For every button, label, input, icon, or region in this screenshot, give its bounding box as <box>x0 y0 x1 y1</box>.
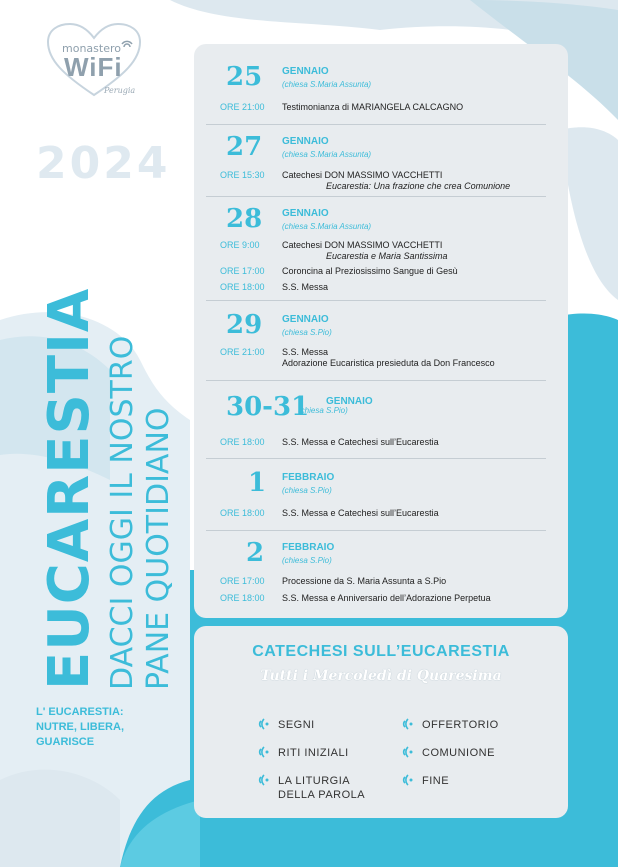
event-time: ORE 18:00 <box>220 593 265 603</box>
event-time: ORE 15:30 <box>220 170 265 180</box>
signal-waves-icon <box>400 717 414 731</box>
day-month: GENNAIO <box>326 396 373 407</box>
event-text: S.S. Messa e Catechesi sull’Eucarestia <box>282 508 439 518</box>
event-text: S.S. Messa e Anniversario dell’Adorazione Perpetua <box>282 593 491 603</box>
day-place: (chiesa S.Maria Assunta) <box>282 150 372 159</box>
day-month: GENNAIO <box>282 66 329 77</box>
divider <box>206 124 546 125</box>
day-number: 28 <box>226 204 263 234</box>
event-text: Coroncina al Preziosissimo Sangue di Gesù <box>282 266 458 276</box>
subtitle-line-2: PANE QUOTIDIANO <box>141 407 176 690</box>
motto: L' EUCARESTIA: NUTRE, LIBERA, GUARISCE <box>36 706 124 748</box>
logo-main-text: WiFi <box>64 52 123 82</box>
event-detail: Eucarestia: Una frazione che crea Comunione <box>326 181 511 191</box>
divider <box>206 530 546 531</box>
divider <box>206 458 546 459</box>
subtitle-line-1: DACCI OGGI IL NOSTRO <box>105 335 140 690</box>
day-place: (chiesa S.Maria Assunta) <box>282 80 372 89</box>
day-place: (chiesa S.Pio) <box>282 328 332 337</box>
event-time: ORE 21:00 <box>220 102 265 112</box>
logo-top-text: monastero <box>62 42 121 55</box>
logo <box>44 20 144 100</box>
day-place: (chiesa S.Pio) <box>298 406 348 415</box>
event-text: Processione da S. Maria Assunta a S.Pio <box>282 576 447 586</box>
event-text: S.S. Messa e Catechesi sull’Eucarestia <box>282 437 439 447</box>
year: 2024 <box>36 138 171 189</box>
signal-waves-icon <box>400 773 414 787</box>
event-time: ORE 9:00 <box>220 240 260 250</box>
event-text: S.S. Messa <box>282 347 329 357</box>
signal-waves-icon <box>256 745 270 759</box>
signal-waves-icon <box>256 773 270 787</box>
day-number: 2 <box>246 538 265 568</box>
catechesi-subtitle: Tutti i Mercoledì di Quaresima <box>260 668 502 684</box>
day-number: 25 <box>226 62 263 92</box>
event-text: Testimonianza di MARIANGELA CALCAGNO <box>282 102 464 112</box>
day-month: GENNAIO <box>282 208 329 219</box>
event-text: Catechesi DON MASSIMO VACCHETTI <box>282 240 443 250</box>
event-time: ORE 18:00 <box>220 508 265 518</box>
topic-item: OFFERTORIO <box>422 719 499 731</box>
signal-waves-icon <box>400 745 414 759</box>
day-number: 29 <box>226 310 263 340</box>
day-month: GENNAIO <box>282 314 329 325</box>
topic-item: RITI INIZIALI <box>278 747 349 759</box>
divider <box>206 300 546 301</box>
topic-item: COMUNIONE <box>422 747 495 759</box>
event-time: ORE 18:00 <box>220 437 265 447</box>
event-detail: Eucarestia e Maria Santissima <box>326 251 448 261</box>
main-title: EUCARESTIA <box>37 287 102 690</box>
event-time: ORE 18:00 <box>220 282 265 292</box>
day-place: (chiesa S.Pio) <box>282 556 332 565</box>
catechesi-panel <box>194 626 568 818</box>
divider <box>206 380 546 381</box>
event-time: ORE 21:00 <box>220 347 265 357</box>
event-text: S.S. Messa <box>282 282 329 292</box>
topic-item: SEGNI <box>278 719 315 731</box>
topic-item: LA LITURGIA DELLA PAROLA <box>278 775 366 801</box>
day-place: (chiesa S.Maria Assunta) <box>282 222 372 231</box>
signal-waves-icon <box>256 717 270 731</box>
event-time: ORE 17:00 <box>220 576 265 586</box>
day-month: FEBBRAIO <box>282 542 335 553</box>
event-detail: Adorazione Eucaristica presieduta da Don Francesco <box>282 358 495 368</box>
day-month: FEBBRAIO <box>282 472 335 483</box>
day-month: GENNAIO <box>282 136 329 147</box>
day-number: 30-31 <box>226 392 310 422</box>
logo-script-text: Perugia <box>104 86 136 95</box>
day-number: 27 <box>226 132 263 162</box>
catechesi-title: CATECHESI SULL’EUCARESTIA <box>252 643 510 660</box>
divider <box>206 196 546 197</box>
event-text: Catechesi DON MASSIMO VACCHETTI <box>282 170 443 180</box>
event-time: ORE 17:00 <box>220 266 265 276</box>
day-number: 1 <box>248 468 267 498</box>
day-place: (chiesa S.Pio) <box>282 486 332 495</box>
schedule-panel <box>194 44 568 618</box>
topic-item: FINE <box>422 775 450 787</box>
